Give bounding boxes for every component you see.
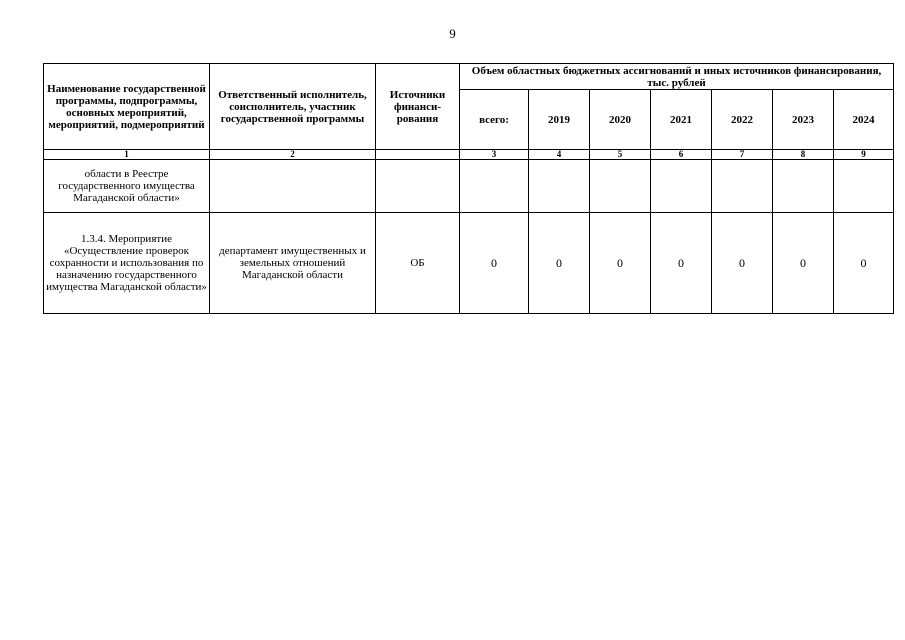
header-year: 2023 xyxy=(773,90,834,150)
column-index: 6 xyxy=(651,150,712,160)
column-index: 9 xyxy=(834,150,894,160)
row-name: 1.3.4. Мероприятие «Осуществление проверок сохранности и использования по назначению государственного имущества Магаданской области» xyxy=(44,213,210,314)
row-source: ОБ xyxy=(376,213,460,314)
header-year: 2022 xyxy=(712,90,773,150)
row-value: 0 xyxy=(773,213,834,314)
row-value: 0 xyxy=(651,213,712,314)
header-source: Источники финанси-рования xyxy=(376,64,460,150)
row-total xyxy=(460,160,529,213)
row-value: 0 xyxy=(529,213,590,314)
column-index: 2 xyxy=(210,150,376,160)
header-year: 2024 xyxy=(834,90,894,150)
header-year: 2021 xyxy=(651,90,712,150)
column-index: 4 xyxy=(529,150,590,160)
column-index: 1 xyxy=(44,150,210,160)
header-total: всего: xyxy=(460,90,529,150)
header-year: 2020 xyxy=(590,90,651,150)
row-value xyxy=(773,160,834,213)
row-total: 0 xyxy=(460,213,529,314)
table-header xyxy=(44,64,894,160)
column-index: 7 xyxy=(712,150,773,160)
column-index xyxy=(376,150,460,160)
financing-table xyxy=(43,63,894,314)
column-index-row xyxy=(44,150,894,160)
header-year: 2019 xyxy=(529,90,590,150)
row-responsible xyxy=(210,160,376,213)
row-value xyxy=(712,160,773,213)
row-value xyxy=(529,160,590,213)
page-number: 9 xyxy=(449,26,456,41)
row-value xyxy=(590,160,651,213)
row-source xyxy=(376,160,460,213)
column-index: 3 xyxy=(460,150,529,160)
table-row xyxy=(44,160,894,213)
header-name: Наименование государственной программы, подпрограммы, основных мероприятий, мероприятий, подмероприятий xyxy=(44,64,210,150)
column-index: 5 xyxy=(590,150,651,160)
column-index: 8 xyxy=(773,150,834,160)
header-responsible: Ответственный исполнитель, соисполнитель, участник государственной программы xyxy=(210,64,376,150)
row-value xyxy=(834,160,894,213)
row-name: области в Реестре государственного имущества Магаданской области» xyxy=(44,160,210,213)
table-row xyxy=(44,213,894,314)
header-budget: Объем областных бюджетных ассигнований и иных источников финансирования, тыс. рублей xyxy=(460,64,894,90)
row-value: 0 xyxy=(712,213,773,314)
row-value: 0 xyxy=(834,213,894,314)
row-value xyxy=(651,160,712,213)
row-value: 0 xyxy=(590,213,651,314)
row-responsible: департамент имущественных и земельных отношений Магаданской области xyxy=(210,213,376,314)
